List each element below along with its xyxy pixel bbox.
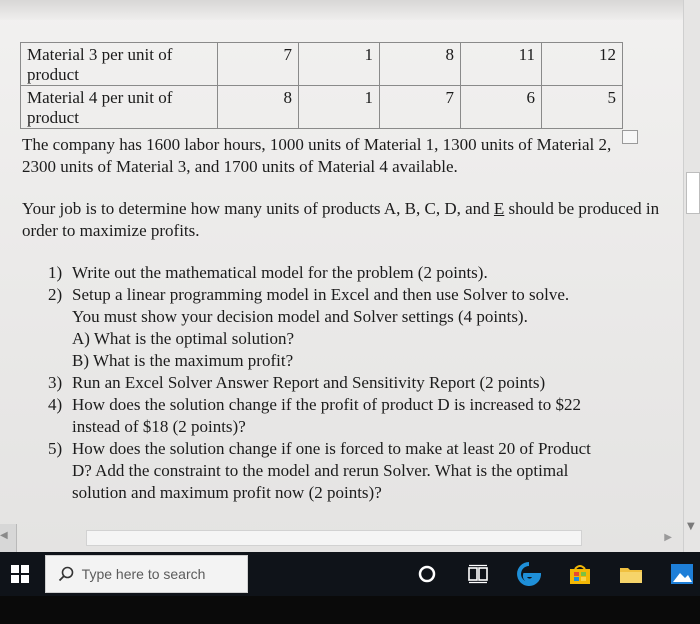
table-cell: 11 <box>461 43 542 86</box>
task-line: Run an Excel Solver Answer Report and Sensitivity Report (2 points) <box>72 373 546 392</box>
availability-text: The company has 1600 labor hours, 1000 units of Material 1, 1300 units of Material 2, 2300 units of Material 3, and 1700 units of Material 4 available. <box>22 135 612 176</box>
photos-icon[interactable] <box>663 552 700 596</box>
scrollbar-thumb[interactable] <box>686 172 700 214</box>
scroll-right-icon[interactable]: ▶ <box>664 532 672 543</box>
scroll-left-icon[interactable]: ◀ <box>0 530 8 541</box>
table-cell: 12 <box>542 43 623 86</box>
table-cell: 1 <box>299 86 380 129</box>
horizontal-scrollbar[interactable] <box>86 530 582 546</box>
job-text-before: Your job is to determine how many units of products A, B, C, D, and <box>22 199 494 218</box>
checkbox[interactable] <box>622 130 638 144</box>
task-line: D? Add the constraint to the model and rerun Solver. What is the optimal <box>72 461 569 480</box>
task-line: You must show your decision model and Solver settings (4 points). <box>72 307 528 326</box>
task-number: 5) <box>48 439 63 458</box>
job-text-after: should be produced in order to maximize profits. <box>22 199 660 240</box>
table-cell: 5 <box>542 86 623 129</box>
window-top-strip <box>0 0 700 20</box>
table-cell: 8 <box>380 43 461 86</box>
task-list <box>48 262 648 504</box>
table-cell: 8 <box>218 86 299 129</box>
task-line: Write out the mathematical model for the problem (2 points). <box>72 263 488 282</box>
task-view-icon[interactable] <box>459 552 496 596</box>
task-number: 2) <box>48 285 63 304</box>
search-placeholder: Type here to search <box>81 566 206 582</box>
task-line: How does the solution change if the profit of product D is increased to $22 <box>72 395 581 414</box>
task-line: A) What is the optimal solution? <box>72 329 295 348</box>
cortana-icon[interactable] <box>408 552 445 596</box>
task-line: How does the solution change if one is forced to make at least 20 of Product <box>72 439 591 458</box>
list-item <box>48 394 648 438</box>
task-line: instead of $18 (2 points)? <box>72 417 246 436</box>
task-number: 1) <box>48 263 63 282</box>
task-line: solution and maximum profit now (2 points)? <box>72 483 382 502</box>
search-icon <box>54 566 78 582</box>
row-label: Material 4 per unit of product <box>21 86 218 129</box>
table-cell: 7 <box>380 86 461 129</box>
taskbar-search-input[interactable] <box>45 555 249 593</box>
task-number: 3) <box>48 373 63 392</box>
materials-table <box>20 42 623 129</box>
table-cell: 6 <box>461 86 542 129</box>
task-line: Setup a linear programming model in Excel and then use Solver to solve. <box>72 285 570 304</box>
table-cell: 1 <box>299 43 380 86</box>
task-line: B) What is the maximum profit? <box>72 351 294 370</box>
store-icon[interactable] <box>561 552 598 596</box>
table-row <box>21 43 623 86</box>
task-number: 4) <box>48 395 63 414</box>
file-explorer-icon[interactable] <box>612 552 649 596</box>
windows-start-icon[interactable] <box>0 552 41 596</box>
table-cell: 7 <box>218 43 299 86</box>
scroll-down-icon[interactable]: ▼ <box>687 521 695 532</box>
row-label: Material 3 per unit of product <box>21 43 218 86</box>
list-item <box>48 284 648 372</box>
windows-taskbar <box>0 552 700 596</box>
edge-icon[interactable] <box>510 552 547 596</box>
table-row <box>21 86 623 129</box>
job-underlined: E <box>493 199 505 218</box>
job-paragraph <box>22 198 662 242</box>
monitor-bezel <box>0 596 700 624</box>
list-item <box>48 372 648 394</box>
vertical-scrollbar[interactable] <box>683 0 700 552</box>
list-item <box>48 438 648 504</box>
list-item <box>48 262 648 284</box>
